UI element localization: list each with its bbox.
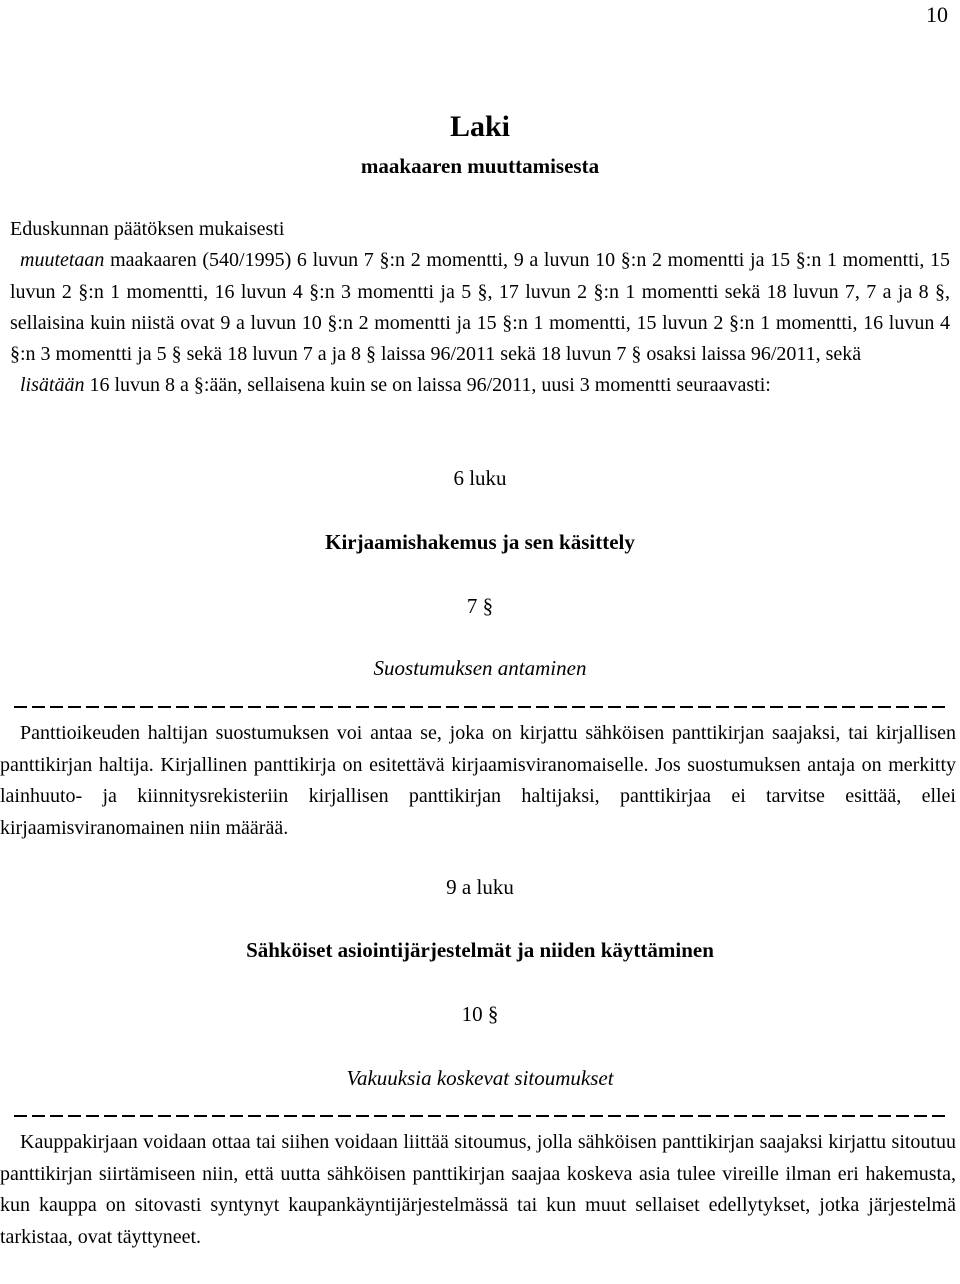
paragraph-title: Suostumuksen antaminen	[373, 656, 587, 680]
paragraph-body	[0, 1127, 956, 1253]
paragraph-text: Panttioikeuden haltijan suostumuksen voi antaa se, joka on kirjattu sähköisen panttikirjan saajaksi, tai kirjallisen panttikirjan haltija. Kirjallinen panttikirja on esitettävä kirjaamisviranomaiselle. Jos suostumuksen antaja on merkitty lainhuuto- ja kiinnitysrekisteriin kirjallisen panttikirjan haltijaksi, panttikirjaa ei tarvitse esittää, ellei kirjaamisviranomainen niin määrää.	[0, 722, 956, 839]
page-number: 10	[926, 2, 948, 27]
omission-divider	[14, 1115, 946, 1117]
addition-clause	[10, 370, 950, 401]
enactment-clause	[10, 214, 950, 402]
paragraph-number: 7 §	[466, 594, 494, 618]
document-subtitle: maakaaren muuttamisesta	[360, 154, 600, 178]
chapter-title: Sähköiset asiointijärjestelmät ja niiden käyttäminen	[246, 938, 714, 962]
intro-line: Eduskunnan päätöksen mukaisesti	[10, 218, 285, 240]
chapter-heading: 9 a luku	[446, 875, 514, 899]
amendment-text: maakaaren (540/1995) 6 luvun 7 §:n 2 momentti, 9 a luvun 10 §:n 2 momentti ja 15 §:n 1 momentti, 15 luvun 2 §:n 1 momentti, 16 luvun 4 §:n 3 momentti ja 5 §, 17 luvun 2 §:n 1 momentti sekä 18 luvun 7, 7 a ja 8 §, sellaisina kuin niistä ovat 9 a luvun 10 §:n 2 momentti ja 15 §:n 1 momentti, 15 luvun 2 §:n 1 momentti, 16 luvun 4 §:n 3 momentti ja 5 § sekä 18 luvun 7 a ja 8 § laissa 96/2011 sekä 18 luvun 7 § osaksi laissa 96/2011, sekä	[10, 249, 950, 366]
chapter-heading: 6 luku	[453, 466, 507, 490]
paragraph-title: Vakuuksia koskevat sitoumukset	[346, 1066, 614, 1090]
muutetaan-keyword: muutetaan	[20, 249, 105, 272]
paragraph-text: Kauppakirjaan voidaan ottaa tai siihen voidaan liittää sitoumus, jolla sähköisen panttikirjan saajaksi kirjattu sitoutuu panttikirjan siirtämiseen niin, että uutta sähköisen panttikirjan saajaa koskeva asia tulee vireille ilman eri hakemusta, kun kauppa on sitovasti syntynyt kaupankäyntijärjestelmässä tai kun muut sellaiset edellytykset, jotka järjestelmä tarkistaa, ovat täyttyneet.	[0, 1131, 956, 1248]
omission-divider	[14, 706, 946, 708]
lisataan-keyword: lisätään	[20, 374, 85, 397]
paragraph-number: 10 §	[461, 1002, 499, 1026]
document-title: Laki	[449, 110, 511, 143]
paragraph-body	[0, 718, 956, 844]
chapter-title: Kirjaamishakemus ja sen käsittely	[325, 530, 635, 554]
addition-text: 16 luvun 8 a §:ään, sellaisena kuin se on laissa 96/2011, uusi 3 momentti seuraavasti:	[84, 374, 771, 397]
amendment-clause	[10, 245, 950, 370]
